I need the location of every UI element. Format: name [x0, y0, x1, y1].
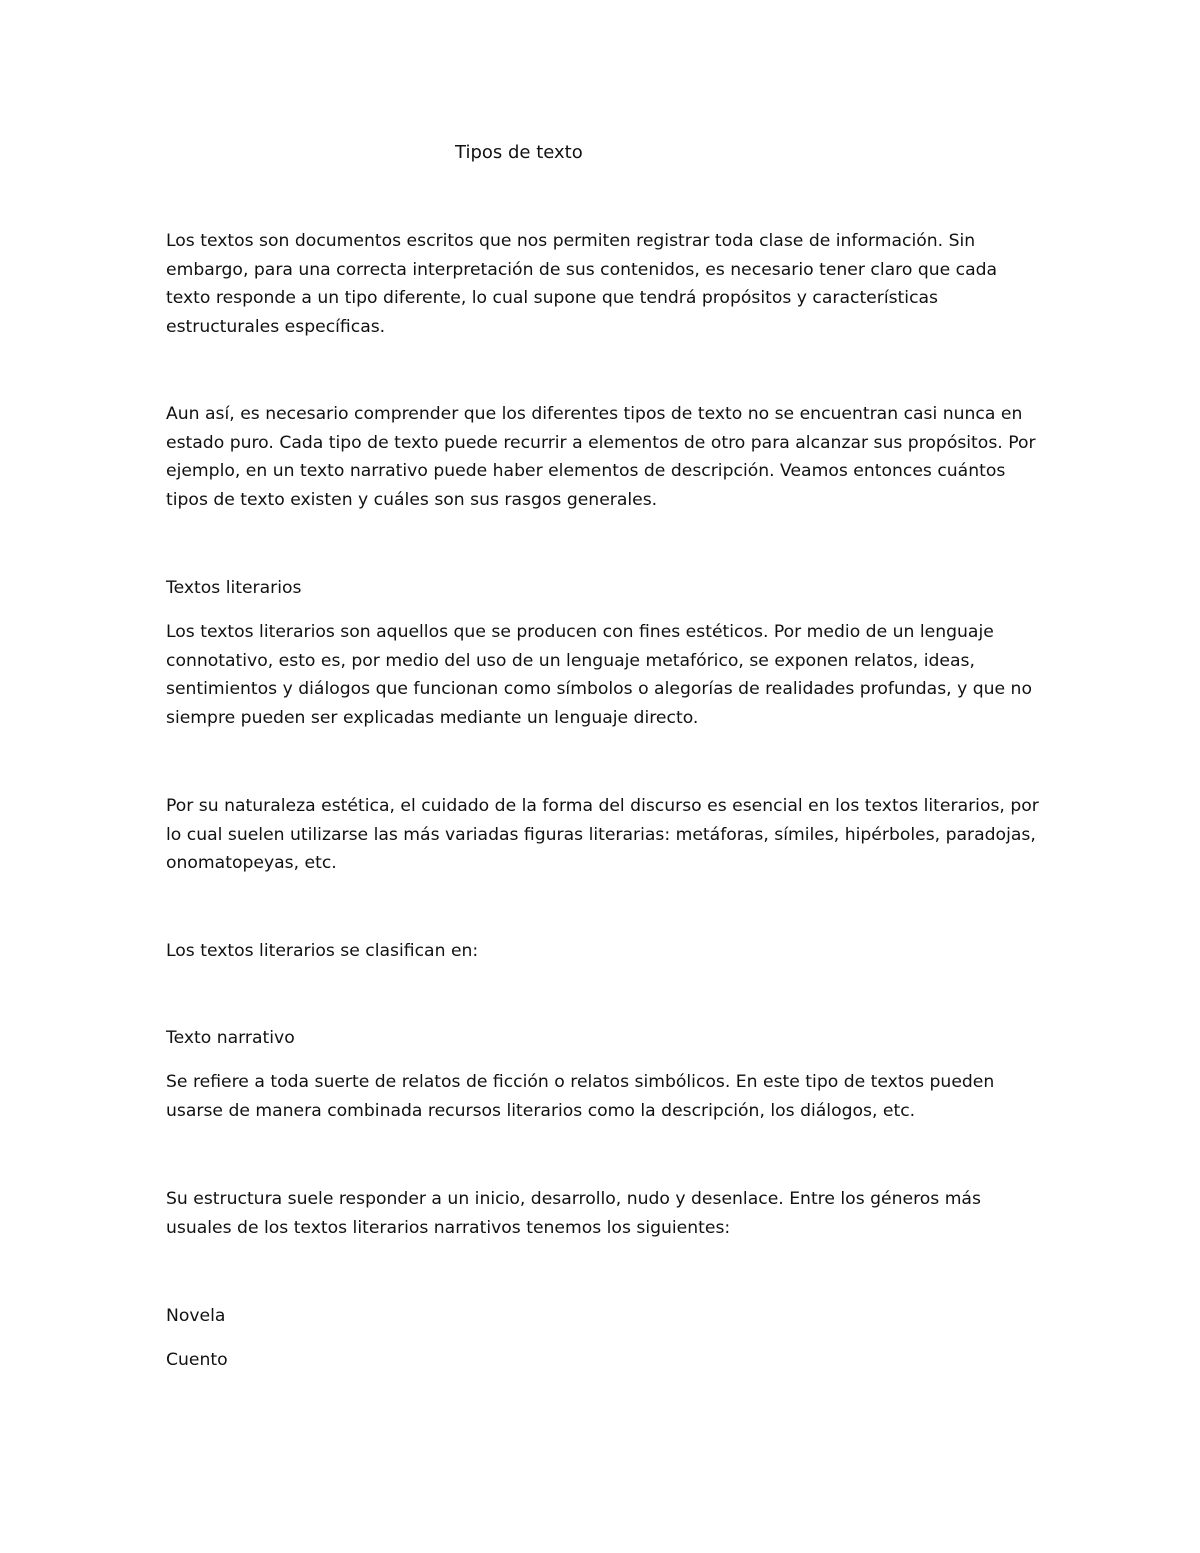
document-title: Tipos de texto	[455, 142, 583, 163]
narrative-paragraph-1: Se refiere a toda suerte de relatos de ficción o relatos simbólicos. En este tipo de textos pueden usarse de manera combinada recursos literarios como la descripción, los diálogos, etc.	[166, 1072, 995, 1121]
genre-novela: Novela	[166, 1306, 226, 1326]
genre-cuento: Cuento	[166, 1350, 228, 1370]
intro-paragraph-1: Los textos son documentos escritos que nos permiten registrar toda clase de información. Sin embargo, para una correcta interpretación de sus contenidos, es necesario tener claro que cada texto responde a un tipo diferente, lo cual supone que tendrá propósitos y características estructurales específicas.	[166, 231, 998, 338]
narrative-paragraph-2: Su estructura suele responder a un inicio, desarrollo, nudo y desenlace. Entre los géneros más usuales de los textos literarios narrativos tenemos los siguientes:	[166, 1189, 981, 1238]
literary-heading: Textos literarios	[166, 578, 302, 598]
literary-paragraph-1: Los textos literarios son aquellos que se producen con fines estéticos. Por medio de un lenguaje connotativo, esto es, por medio del uso de un lenguaje metafórico, se exponen relatos, ideas, sentimientos y diálogos que funcionan como símbolos o alegorías de realidades profundas, y que no siempre pueden ser explicadas mediante un lenguaje directo.	[166, 622, 1032, 729]
literary-paragraph-2: Por su naturaleza estética, el cuidado de la forma del discurso es esencial en los textos literarios, por lo cual suelen utilizarse las más variadas figuras literarias: metáforas, símiles, hipérboles, paradojas, onomatopeyas, etc.	[166, 796, 1039, 874]
intro-paragraph-2: Aun así, es necesario comprender que los diferentes tipos de texto no se encuentran casi nunca en estado puro. Cada tipo de texto puede recurrir a elementos de otro para alcanzar sus propósitos. Por ejemplo, en un texto narrativo puede haber elementos de descripción. Veamos entonces cuántos tipos de texto existen y cuáles son sus rasgos generales.	[166, 404, 1036, 511]
narrative-heading: Texto narrativo	[166, 1028, 295, 1048]
literary-classification: Los textos literarios se clasifican en:	[166, 941, 479, 961]
